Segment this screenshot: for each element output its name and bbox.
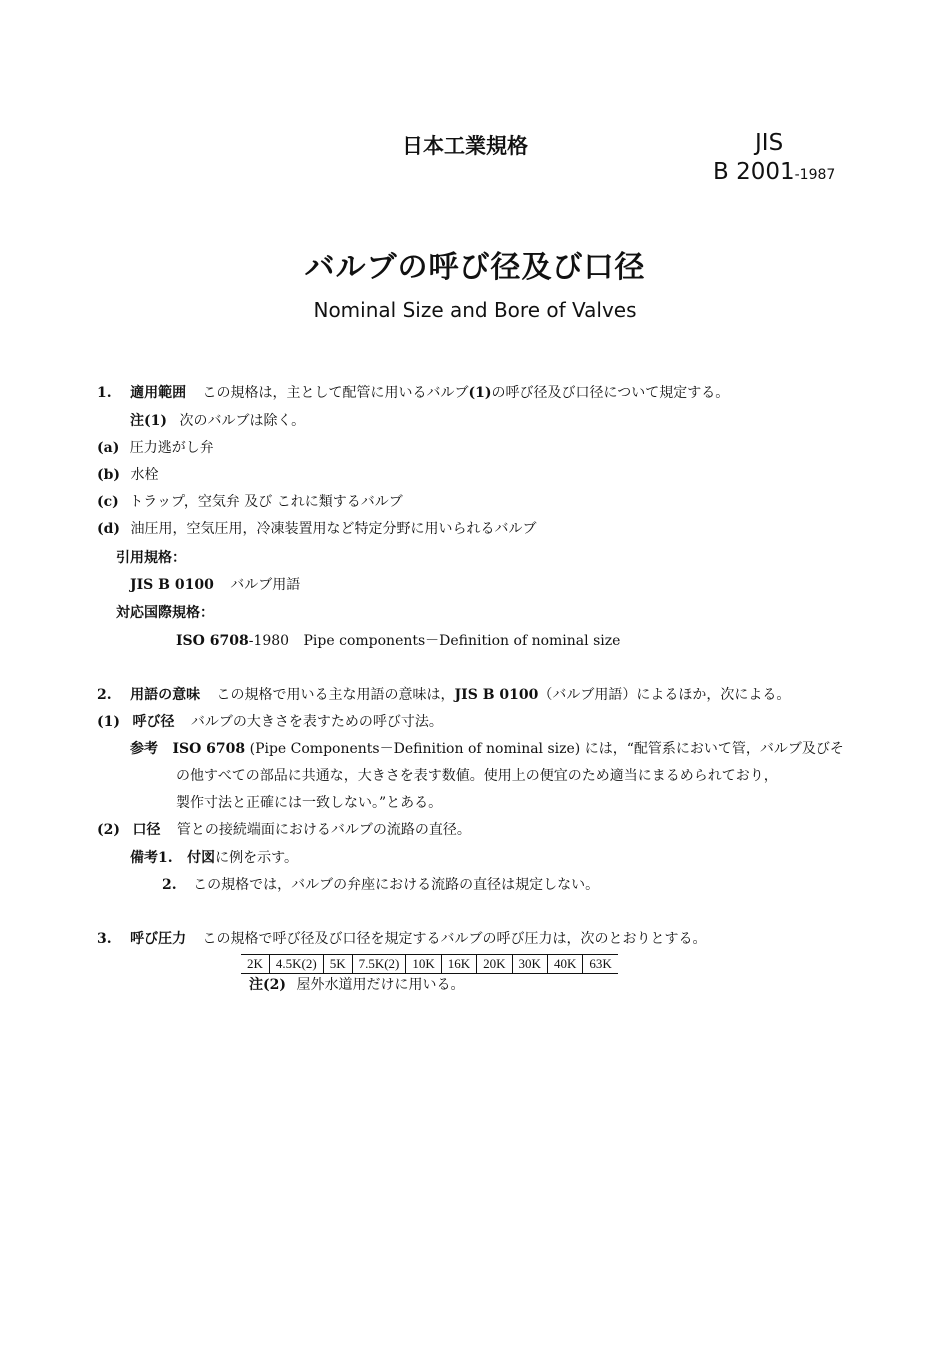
table-cell: 2K [241,955,269,974]
referenced-standards-label: 引用規格： [116,550,186,566]
section-1-note [130,412,305,430]
standard-number: B 2001 [713,159,795,185]
jis-label: JIS [755,130,784,156]
section-2-ref-code: JIS B 0100 [454,687,539,703]
international-standard-code: ISO 6708 [176,633,249,649]
standard-code [713,159,835,185]
remark-label: 参考 [130,741,158,757]
international-standard-title: Pipe components－Definition of nominal size [303,633,621,649]
term-2-label: (2) [97,822,120,838]
remark-line-2: の他すべての部品に共通な，大きさを表す数値。使用上の便宜のため適当にまるめられており， [176,768,778,784]
list-item-label: (d) [97,521,121,537]
section-1-text-a: この規格は，主として配管に用いるバルブ [202,385,469,401]
table-cell: 7.5K(2) [352,955,406,974]
table-cell: 10K [406,955,441,974]
table-cell: 63K [583,955,618,974]
table-cell: 40K [547,955,582,974]
list-item-text: 圧力逃がし弁 [129,440,214,456]
title-japanese: バルブの呼び径及び口径 [304,250,646,285]
term-1-label: (1) [97,714,120,730]
referenced-standard-code: JIS B 0100 [130,577,214,593]
section-1-text-b: の呼び径及び口径について規定する。 [491,385,730,401]
note-1-text: に例を示す。 [215,850,298,866]
list-item-text: 水栓 [130,467,159,483]
note-label: 備考1. [130,850,173,866]
list-item-label: (a) [97,440,120,456]
term-1 [97,713,443,731]
list-item [97,520,537,538]
term-2 [97,821,471,839]
section-1-number: 1. [97,385,112,401]
term-2-text: 管との接続端面におけるバルブの流路の直径。 [176,822,471,838]
section-3-number: 3. [97,931,112,947]
remark-line-3: 製作寸法と正確には一致しない。”とある。 [176,795,443,811]
note-2 [162,876,599,894]
referenced-standard [130,576,300,594]
term-1-text: バルブの大きさを表すための呼び寸法。 [190,714,443,730]
note-1 [130,849,298,867]
section-2-text-b: （バルブ用語）によるほか，次による。 [538,687,791,703]
section-1-sup: (1) [468,385,492,401]
section-2-heading: 用語の意味 [130,687,201,703]
term-1-heading: 呼び径 [132,714,175,730]
referenced-standard-title: バルブ用語 [230,577,301,593]
table-cell: 20K [477,955,512,974]
standard-name: 日本工業規格 [402,134,528,158]
remark-text-b: には，“配管系において管，バルブ及びそ [584,741,844,757]
section-3-line [97,930,707,948]
table-row [241,955,618,974]
section-2-number: 2. [97,687,112,703]
remark-line-1 [130,740,844,758]
remark-code: ISO 6708 [172,741,246,757]
section-1-line [97,384,729,402]
table-cell: 30K [512,955,547,974]
international-standard [176,632,620,650]
note-2-number: 2. [162,877,177,893]
table-cell: 4.5K(2) [269,955,323,974]
list-item [97,439,214,457]
note-1-label: 注(1) [130,413,167,429]
international-standard-label: 対応国際規格： [116,605,214,621]
table-note-text: 屋外水道用だけに用いる。 [296,977,465,993]
list-item-text: トラップ，空気弁 及び これに類するバルブ [129,494,403,510]
table-cell: 16K [441,955,476,974]
section-3-heading: 呼び圧力 [130,931,187,947]
list-item [97,466,159,484]
section-2-text-a: この規格で用いる主な用語の意味は， [216,687,455,703]
section-1-heading: 適用範囲 [130,385,187,401]
remark-text-a: (Pipe Components－Definition of nominal size) [245,741,585,757]
table-note-label: 注(2) [249,977,286,993]
table-note [249,976,464,994]
note-1-text: 次のバルブは除く。 [179,413,306,429]
section-2-line [97,686,790,704]
international-standard-year: -1980 [248,633,290,649]
standard-year: -1987 [794,167,836,183]
list-item-label: (b) [97,467,121,483]
list-item-label: (c) [97,494,119,510]
section-3-text: この規格で呼び径及び口径を規定するバルブの呼び圧力は，次のとおりとする。 [202,931,707,947]
nominal-pressure-table [241,954,618,974]
list-item-text: 油圧用，空気圧用，冷凍装置用など特定分野に用いられるバルブ [130,521,537,537]
title-english: Nominal Size and Bore of Valves [313,298,637,322]
table-cell: 5K [323,955,352,974]
term-2-heading: 口径 [132,822,161,838]
note-2-text: この規格では，バルブの弁座における流路の直径は規定しない。 [193,877,600,893]
list-item [97,493,403,511]
figure-reference: 付図 [187,850,216,866]
